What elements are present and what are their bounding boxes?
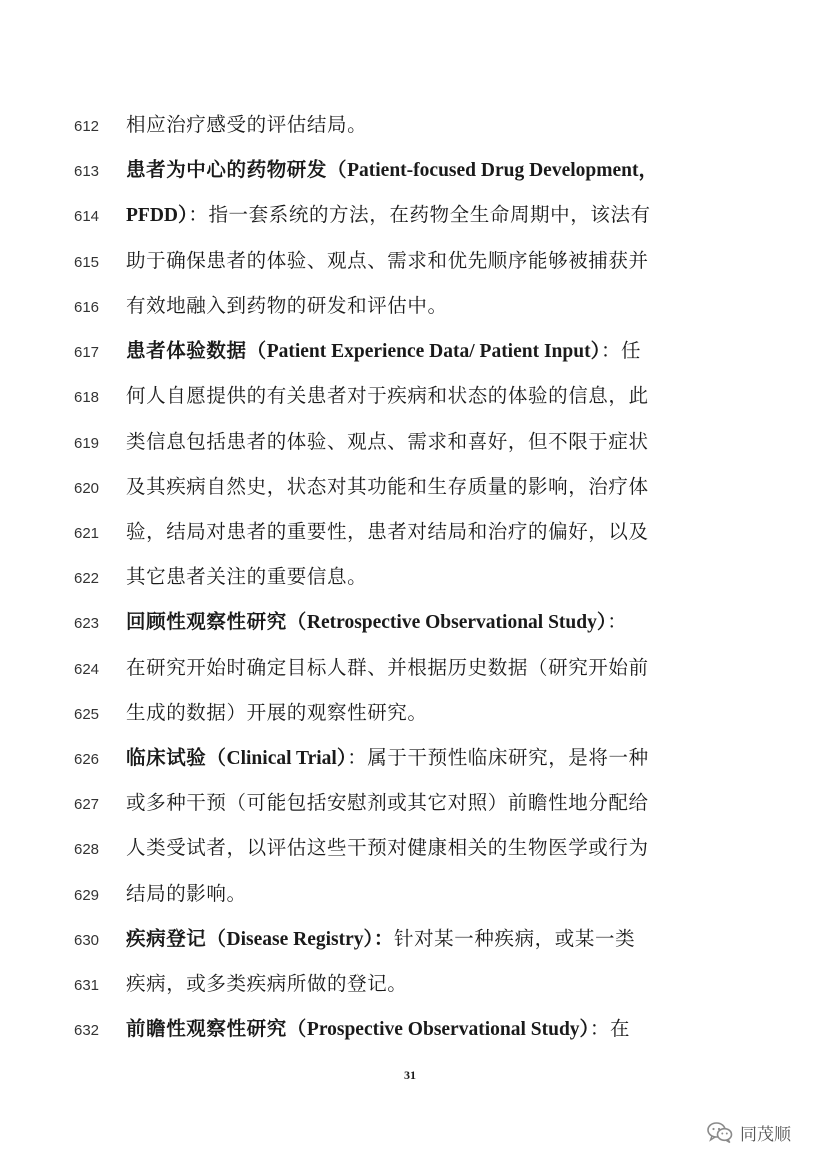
term-english: Patient-focused Drug Development， — [347, 160, 658, 181]
body-text: 及其疾病自然史，状态对其功能和生存质量的影响，治疗体 — [126, 475, 649, 498]
body-text: 验，结局对患者的重要性，患者对结局和治疗的偏好，以及 — [126, 520, 649, 543]
line-text — [126, 427, 702, 457]
text-line — [0, 969, 827, 999]
term-heading: 前瞻性观察性研究（ — [126, 1017, 307, 1040]
line-number: 623 — [74, 615, 100, 632]
line-number: 626 — [74, 751, 100, 768]
line-text — [126, 833, 702, 863]
term-english: Retrospective Observational Study — [306, 612, 597, 633]
body-text: 生成的数据）开展的观察性研究。 — [126, 701, 428, 724]
text-line — [0, 246, 827, 276]
line-text — [126, 924, 702, 955]
term-english: Clinical Trial — [226, 748, 337, 769]
term-english: Patient Experience Data/ Patient Input — [266, 341, 591, 362]
line-number: 628 — [74, 841, 100, 858]
body-text: 助于确保患者的体验、观点、需求和优先顺序能够被捕获并 — [126, 249, 649, 272]
text-line — [0, 924, 827, 954]
line-text — [126, 788, 702, 818]
line-text — [126, 291, 702, 321]
line-number: 624 — [74, 661, 100, 678]
line-text — [126, 517, 702, 547]
text-line — [0, 427, 827, 457]
body-text: 类信息包括患者的体验、观点、需求和喜好，但不限于症状 — [126, 430, 649, 453]
text-line — [0, 607, 827, 637]
text-line — [0, 381, 827, 411]
line-number: 629 — [74, 887, 100, 904]
line-text — [126, 969, 702, 999]
term-heading-close: ） — [596, 610, 608, 633]
body-text: ： — [607, 610, 628, 633]
body-text: 有效地融入到药物的研发和评估中。 — [126, 294, 448, 317]
term-heading: 回顾性观察性研究（ — [126, 610, 307, 633]
term-heading: 患者为中心的药物研发（ — [126, 158, 348, 181]
line-number: 612 — [74, 118, 100, 135]
body-text: ：任 — [600, 339, 642, 362]
text-line — [0, 743, 827, 773]
term-heading-close: ）： — [363, 927, 394, 950]
line-text — [126, 879, 702, 909]
line-number: 630 — [74, 932, 100, 949]
line-number: 613 — [74, 163, 100, 180]
line-number: 617 — [74, 344, 100, 361]
body-text: ：在 — [589, 1017, 631, 1040]
body-text: 人类受试者，以评估这些干预对健康相关的生物医学或行为 — [126, 836, 649, 859]
line-text — [126, 562, 702, 592]
body-text: 或多种干预（可能包括安慰剂或其它对照）前瞻性地分配给 — [126, 791, 649, 814]
body-text: 何人自愿提供的有关患者对于疾病和状态的体验的信息，此 — [126, 384, 649, 407]
term-heading: 临床试验（ — [126, 746, 227, 769]
text-line — [0, 698, 827, 728]
line-text — [126, 381, 702, 411]
line-text — [126, 1014, 702, 1045]
term-heading-close: ） — [336, 746, 348, 769]
term-english: Prospective Observational Study — [306, 1019, 580, 1040]
text-line — [0, 879, 827, 909]
line-number: 618 — [74, 389, 100, 406]
text-line — [0, 472, 827, 502]
term-heading: ） — [178, 203, 189, 226]
term-heading: 患者体验数据（ — [126, 339, 267, 362]
term-heading-close: ） — [579, 1017, 590, 1040]
term-heading: 疾病登记（ — [126, 927, 227, 950]
line-number: 632 — [74, 1022, 100, 1039]
body-text: 疾病，或多类疾病所做的登记。 — [126, 972, 408, 995]
line-number: 619 — [74, 435, 100, 452]
line-text — [126, 607, 702, 638]
term-heading-close: ） — [590, 339, 601, 362]
line-text — [126, 472, 702, 502]
text-line — [0, 336, 827, 366]
text-line — [0, 517, 827, 547]
body-text: 在研究开始时确定目标人群、并根据历史数据（研究开始前 — [126, 656, 649, 679]
body-text: 其它患者关注的重要信息。 — [126, 565, 368, 588]
wechat-icon — [706, 1120, 734, 1144]
body-text: 结局的影响。 — [126, 882, 247, 905]
term-english: Disease Registry — [226, 929, 364, 950]
text-line — [0, 1014, 827, 1044]
line-text — [126, 110, 702, 140]
line-number: 616 — [74, 299, 100, 316]
line-text — [126, 336, 702, 367]
line-number: 614 — [74, 208, 100, 225]
line-number: 621 — [74, 525, 100, 542]
line-text — [126, 200, 702, 231]
text-line — [0, 155, 827, 185]
body-text: 针对某一种疾病，或某一类 — [393, 927, 636, 950]
text-line — [0, 833, 827, 863]
text-line — [0, 110, 827, 140]
text-line — [0, 562, 827, 592]
line-number: 615 — [74, 254, 100, 271]
line-number: 627 — [74, 796, 100, 813]
line-text — [126, 653, 702, 683]
text-line — [0, 291, 827, 321]
watermark-text: 同茂顺 — [740, 1124, 791, 1145]
line-number: 620 — [74, 480, 100, 497]
line-number: 631 — [74, 977, 100, 994]
body-text: ：属于干预性临床研究，是将一种 — [347, 746, 649, 769]
body-text: 相应治疗感受的评估结局。 — [126, 113, 368, 136]
term-english: PFDD — [126, 205, 178, 226]
watermark — [706, 1118, 791, 1146]
body-text: ：指一套系统的方法，在药物全生命周期中，该法有 — [188, 203, 651, 226]
line-number: 625 — [74, 706, 100, 723]
line-text — [126, 155, 702, 186]
line-text — [126, 698, 702, 728]
line-text — [126, 743, 702, 774]
text-line — [0, 788, 827, 818]
line-text — [126, 246, 702, 276]
text-line — [0, 653, 827, 683]
line-number: 622 — [74, 570, 100, 587]
page-number: 31 — [404, 1068, 416, 1082]
text-line — [0, 200, 827, 230]
